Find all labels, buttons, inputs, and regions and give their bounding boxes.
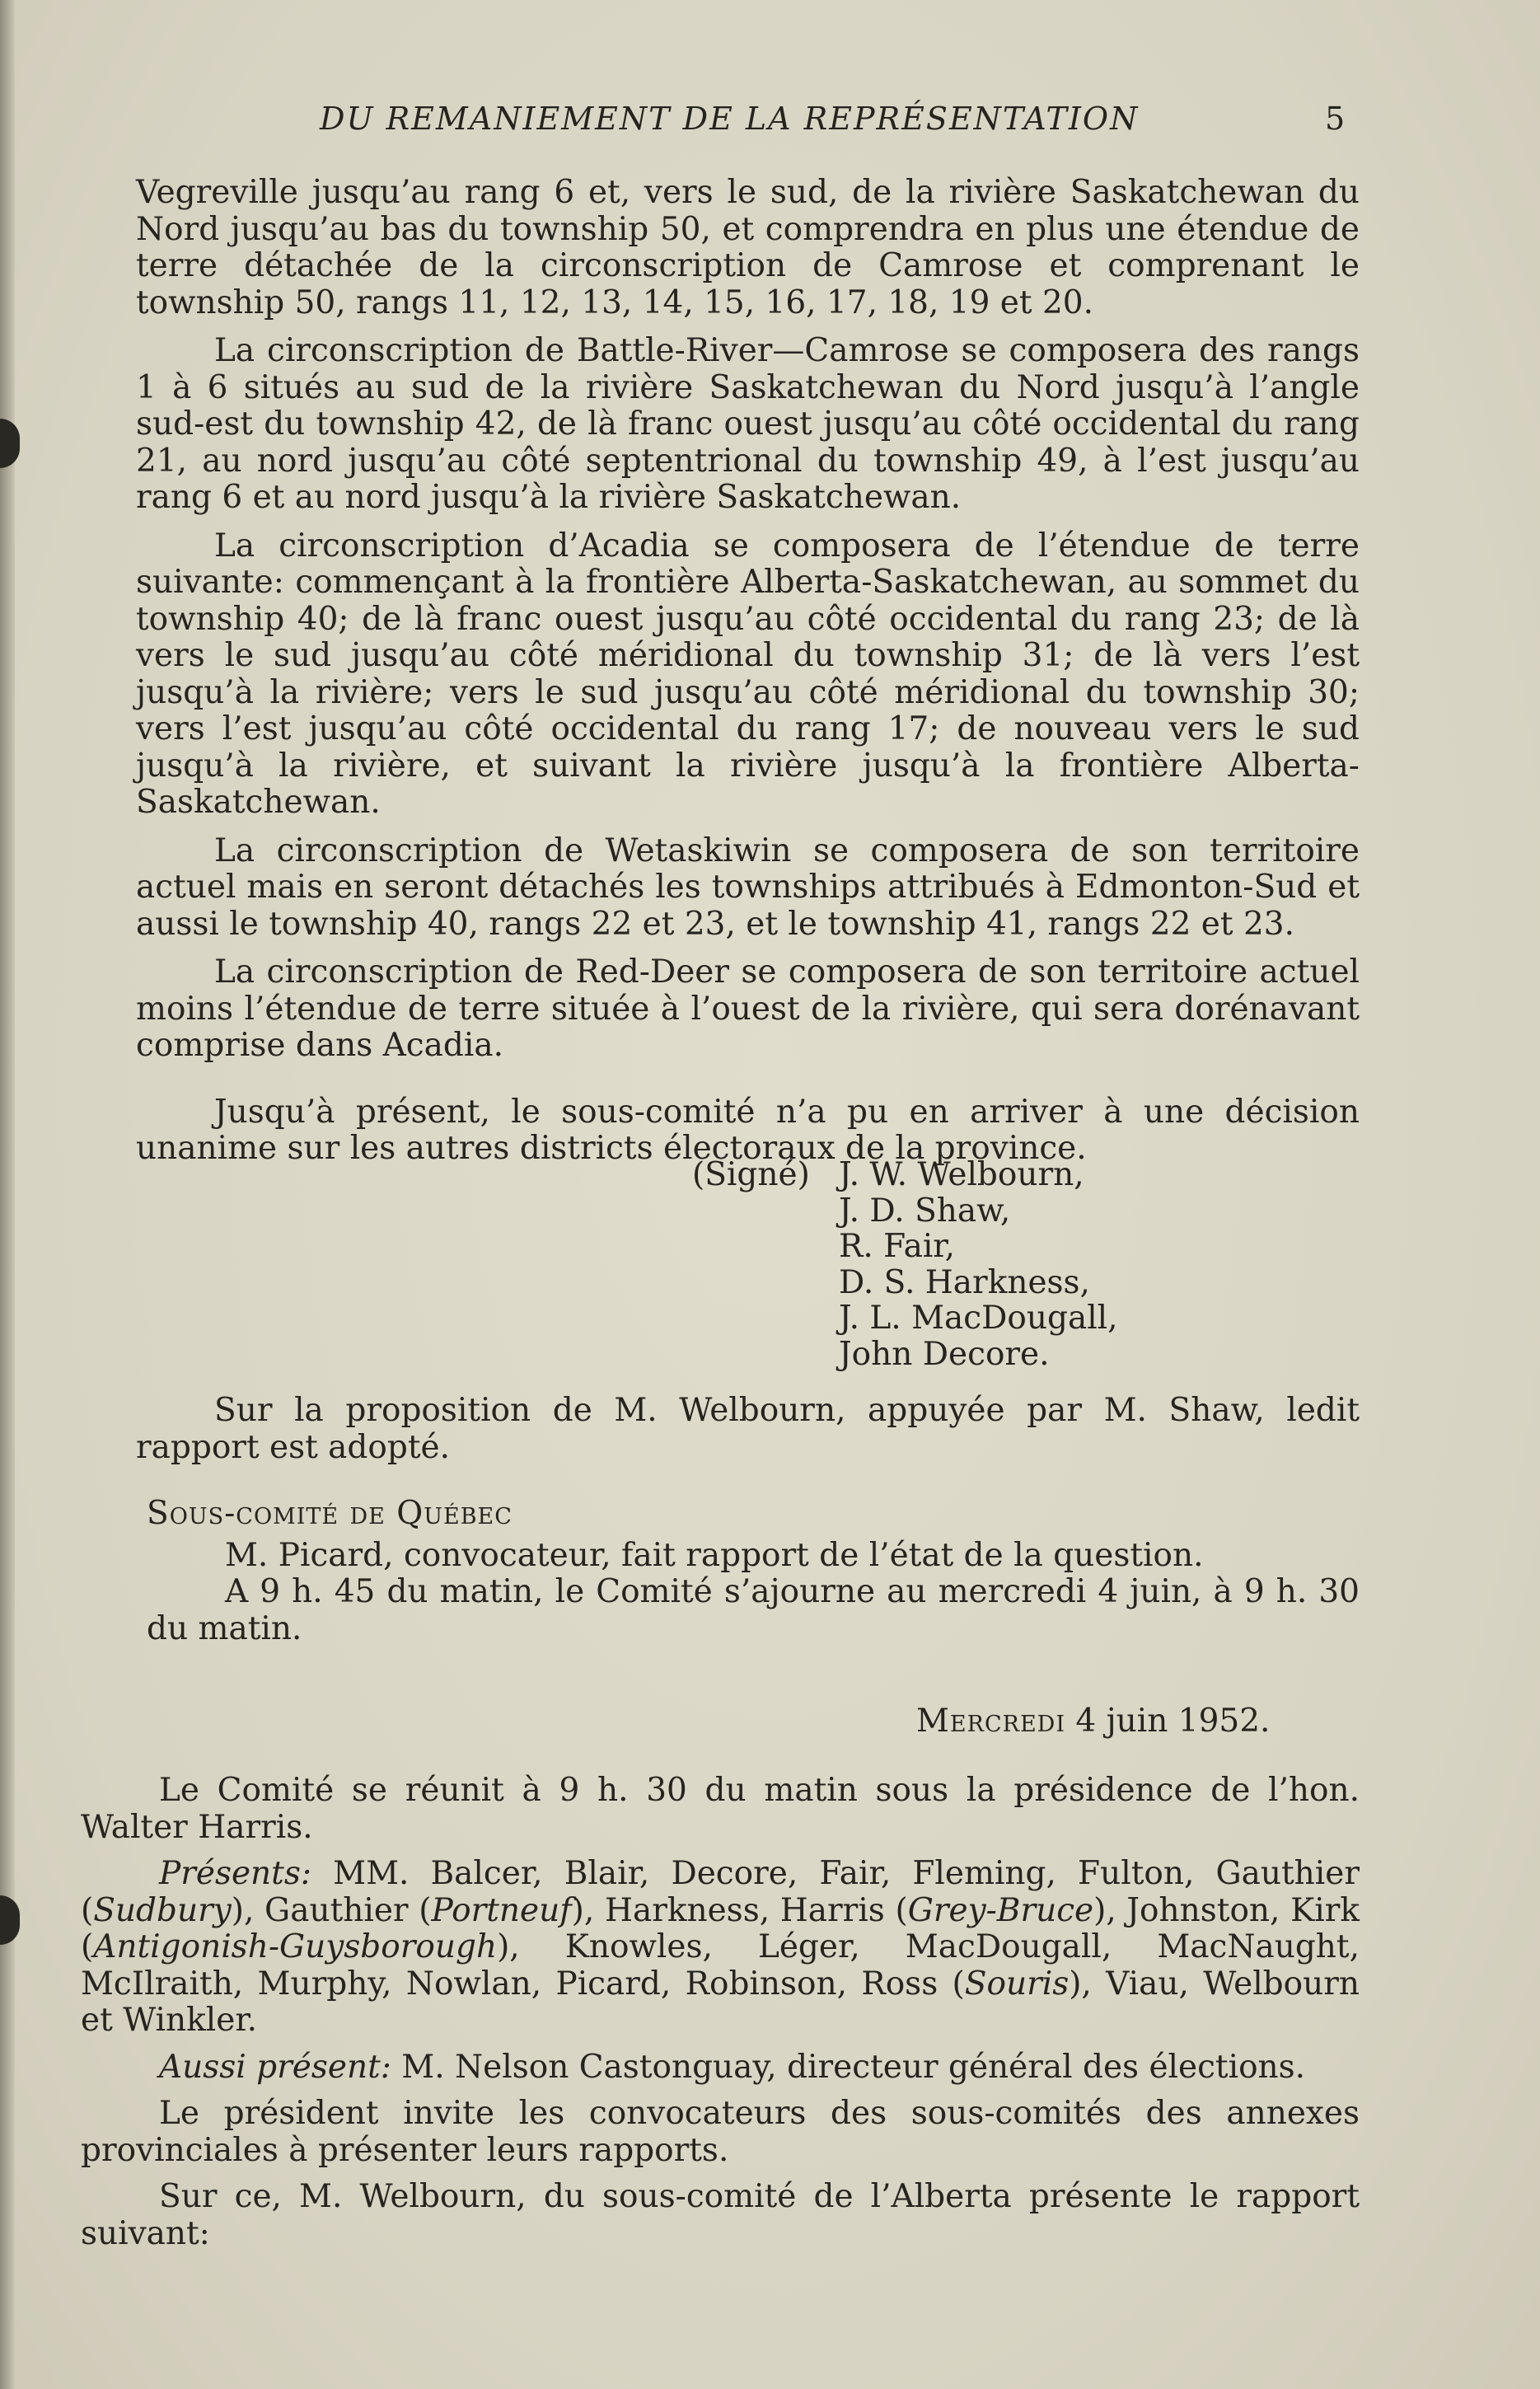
text-block-adoption — [136, 1393, 1360, 1647]
binding-hole — [0, 1895, 20, 1945]
paragraph: Vegreville jusqu’au rang 6 et, vers le sud, de la rivière Saskatchewan du Nord jusqu’au bas du township 50, et comprendra en plus une étendue de terre détachée de la circonscription de Camrose et comprenant le township 50, rangs 11, 12, 13, 14, 15, 16, 17, 18, 19 et 20. — [136, 174, 1360, 321]
signature-label: (Signé) — [692, 1156, 810, 1193]
meeting-date — [916, 1703, 1270, 1740]
text-block-meeting — [81, 1773, 1360, 2252]
section-heading: Sous-comité de Québec — [147, 1495, 513, 1532]
text-block-alberta — [136, 175, 1360, 1168]
presents-label: Présents: — [159, 1855, 312, 1892]
signatory-list — [839, 1157, 1118, 1372]
paragraph: Le Comité se réunit à 9 h. 30 du matin sous la présidence de l’hon. Walter Harris. — [81, 1772, 1360, 1846]
signatory: R. Fair, — [839, 1228, 956, 1265]
page-edge — [0, 0, 15, 2389]
paragraph: La circonscription de Wetaskiwin se composera de son territoire actuel mais en seront détachés les townships attribués à Edmonton-Sud et aussi le township 40, rangs 22 et 23, et le township 41, rangs 22 et 23. — [136, 831, 1360, 943]
paragraph: Sur ce, M. Welbourn, du sous-comité de l’Alberta présente le rapport suivant: — [81, 2178, 1360, 2252]
also-present-label: Aussi présent: — [159, 2048, 391, 2086]
paragraph: Sur la proposition de M. Welbourn, appuyée par M. Shaw, ledit rapport est adopté. — [136, 1392, 1360, 1466]
signatory: J. W. Welbourn, — [839, 1156, 1084, 1193]
paragraph: Le président invite les convocateurs des sous-comités des annexes provinciales à présenter leurs rapports. — [81, 2095, 1360, 2169]
signatory: J. L. MacDougall, — [839, 1300, 1118, 1337]
page-number: 5 — [1325, 101, 1346, 137]
paragraph: Jusqu’à présent, le sous-comité n’a pu en arriver à une décision unanime sur les autres districts électoraux de la province. — [136, 1093, 1360, 1167]
signatory: John Decore. — [839, 1335, 1050, 1373]
signatory: J. D. Shaw, — [839, 1192, 1011, 1230]
paragraph: M. Picard, convocateur, fait rapport de l’état de la question. — [225, 1536, 1204, 1574]
paragraph: A 9 h. 45 du matin, le Comité s’ajourne au mercredi 4 juin, à 9 h. 30 du matin. — [147, 1573, 1360, 1647]
also-present-paragraph: Aussi présent: M. Nelson Castonguay, directeur général des élections. — [159, 2048, 1306, 2086]
paragraph: La circonscription d’Acadia se composera de l’étendue de terre suivante: commençant à la frontière Alberta-Saskatchewan, au sommet du township 40; de là franc ouest jusqu’au côté occidental du rang 23; de là vers le sud jusqu’au côté méridional du township 31; de là vers l’est jusqu’à la rivière; vers le sud jusqu’au côté méridional du township 30; vers l’est jusqu’au côté occidental du rang 17; de nouveau vers le sud jusqu’à la rivière, et suivant la rivière jusqu’à la frontière Alberta-Saskatchewan. — [136, 527, 1360, 821]
signatory: D. S. Harkness, — [839, 1263, 1090, 1301]
paragraph: La circonscription de Red-Deer se composera de son territoire actuel moins l’étendue de terre située à l’ouest de la rivière, qui sera dorénavant comprise dans Acadia. — [136, 953, 1360, 1064]
paragraph: La circonscription de Battle-River—Camrose se composera des rangs 1 à 6 situés au sud de la rivière Saskatchewan du Nord jusqu’à l’angle sud-est du township 42, de là franc ouest jusqu’au côté occidental du rang 21, au nord jusqu’au côté septentrional du township 49, à l’est jusqu’au rang 6 et au nord jusqu’à la rivière Saskatchewan. — [136, 332, 1360, 516]
running-title: DU REMANIEMENT DE LA REPRÉSENTATION — [320, 101, 1140, 137]
date-day: Mercredi — [916, 1703, 1065, 1740]
binding-hole — [0, 419, 20, 468]
date-rest: 4 juin 1952. — [1065, 1703, 1271, 1740]
attendance-paragraph: Présents: MM. Balcer, Blair, Decore, Fair, Fleming, Fulton, Gauthier (Sudbury), Gauthier (Portneuf), Harkness, Harris (Grey-Bruce), Johnston, Kirk (Antigonish-Guysborough), Knowles, Léger, MacDougall, MacNaught, McIlraith, Murphy, Nowlan, Picard, Robinson, Ross (Souris), Viau, Welbourn et Winkler. — [81, 1855, 1360, 2039]
